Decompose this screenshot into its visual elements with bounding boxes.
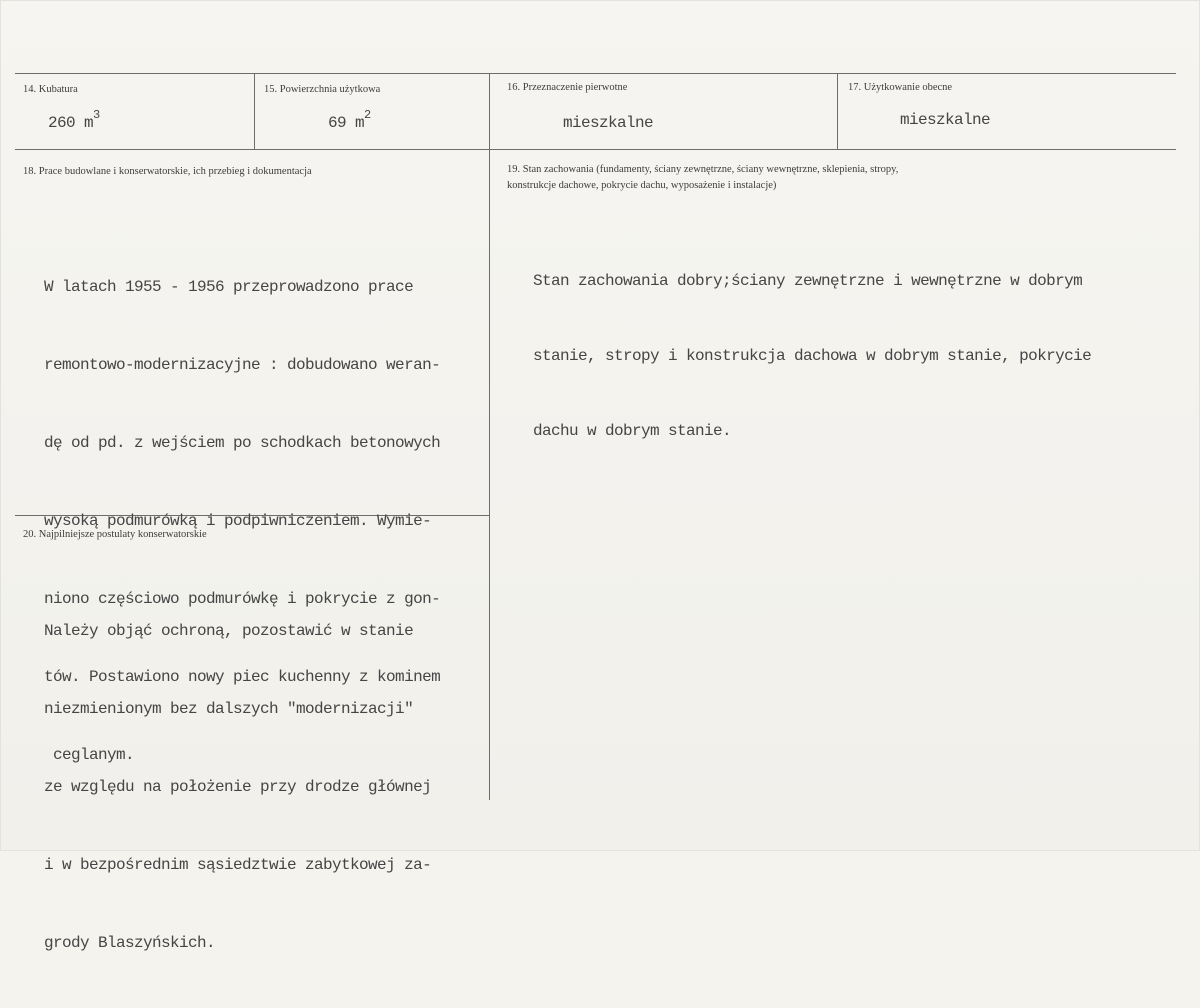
- kubatura-number: 260 m: [48, 114, 94, 132]
- stan-label-line: konstrukcje dachowe, pokrycie dachu, wyposażenie i instalacje): [507, 180, 777, 191]
- przeznaczenie-label: 16. Przeznaczenie pierwotne: [507, 82, 628, 93]
- postulaty-line: Należy objąć ochroną, pozostawić w stanie: [44, 622, 414, 640]
- top-rule: [15, 73, 1176, 74]
- powierzchnia-number: 69 m: [328, 114, 365, 132]
- prace-line: dę od pd. z wejściem po schodkach betonowych: [44, 434, 441, 452]
- stan-label-line: 19. Stan zachowania (fundamenty, ściany zewnętrzne, ściany wewnętrzne, sklepienia, stropy,: [507, 164, 899, 175]
- prace-line: remontowo-modernizacyjne : dobudowano weran-: [44, 356, 441, 374]
- divider-14-15: [254, 73, 255, 149]
- stan-line: stanie, stropy i konstrukcja dachowa w dobrym stanie, pokrycie: [533, 347, 1092, 365]
- prace-line: niono częściowo podmurówkę i pokrycie z gon-: [44, 590, 441, 608]
- prace-line: tów. Postawiono nowy piec kuchenny z kominem: [44, 668, 441, 686]
- stan-text: [533, 219, 1178, 494]
- postulaty-line: ze względu na położenie przy drodze głównej: [44, 778, 432, 796]
- divider-16-17: [837, 73, 838, 149]
- postulaty-label: 20. Najpilniejsze postulaty konserwatorskie: [23, 529, 207, 540]
- uzytkowanie-label: 17. Użytkowanie obecne: [848, 82, 953, 93]
- postulaty-line: i w bezpośrednim sąsiedztwie zabytkowej za-: [44, 856, 432, 874]
- divider-left-right: [489, 149, 490, 800]
- powierzchnia-value: [328, 108, 372, 137]
- header-bottom-rule: [15, 149, 1176, 150]
- powierzchnia-exponent: 2: [364, 108, 372, 122]
- postulaty-line: grody Blaszyńskich.: [44, 934, 216, 952]
- uzytkowanie-value: mieszkalne: [900, 111, 991, 129]
- stan-line: Stan zachowania dobry;ściany zewnętrzne i wewnętrzne w dobrym: [533, 272, 1083, 290]
- divider-15-16: [489, 73, 490, 149]
- prace-line: ceglanym.: [44, 746, 135, 764]
- prace-line: wysoką podmurówką i podpiwniczeniem. Wymie-: [44, 512, 432, 530]
- kubatura-exponent: 3: [93, 108, 101, 122]
- postulaty-text: [44, 566, 484, 1008]
- stan-label: [507, 162, 898, 194]
- prace-label: 18. Prace budowlane i konserwatorskie, ich przebieg i dokumentacja: [23, 166, 312, 177]
- kubatura-value: [48, 108, 101, 137]
- przeznaczenie-value: mieszkalne: [563, 114, 654, 132]
- powierzchnia-label: 15. Powierzchnia użytkowa: [264, 84, 381, 95]
- stan-line: dachu w dobrym stanie.: [533, 422, 732, 440]
- prace-line: W latach 1955 - 1956 przeprowadzono prace: [44, 278, 414, 296]
- kubatura-label: 14. Kubatura: [23, 84, 78, 95]
- postulaty-line: niezmienionym bez dalszych "modernizacji": [44, 700, 414, 718]
